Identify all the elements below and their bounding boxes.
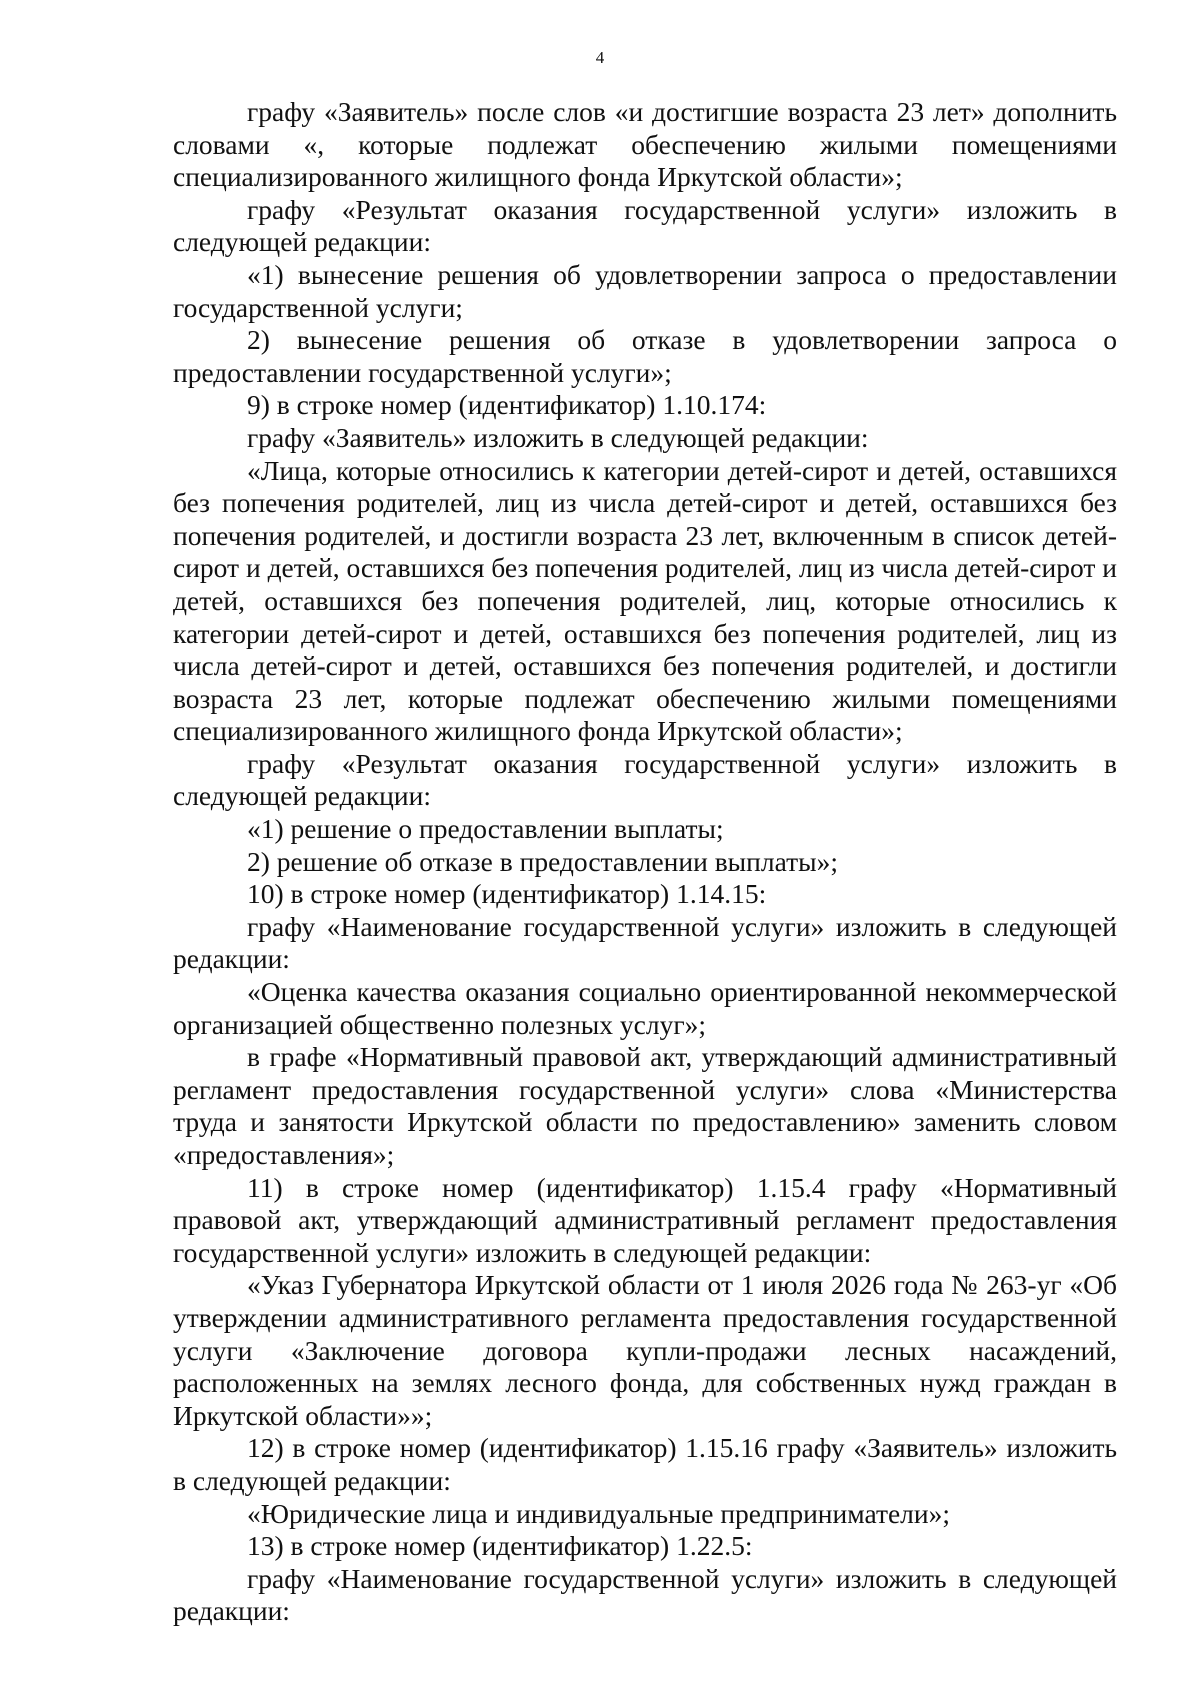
paragraph: 2) вынесение решения об отказе в удовлетворении запроса о предоставлении государственной услуги»;	[173, 324, 1117, 388]
paragraph: 10) в строке номер (идентификатор) 1.14.15:	[247, 878, 767, 910]
document-body	[173, 96, 1117, 1628]
paragraph: графу «Заявитель» изложить в следующей редакции:	[247, 421, 869, 453]
page-number: 4	[595, 48, 605, 67]
paragraph: графу «Заявитель» после слов «и достигшие возраста 23 лет» дополнить словами «, которые подлежат обеспечению жилыми помещениями специализированного жилищного фонда Иркутской области»;	[173, 96, 1117, 193]
paragraph: графу «Наименование государственной услуги» изложить в следующей редакции:	[173, 1562, 1117, 1627]
paragraph: в графе «Нормативный правовой акт, утверждающий административный регламент предоставления государственной услуги» слова «Министерства труда и занятости Иркутской области по предоставлению» заменить словом «предоставления»;	[173, 1041, 1117, 1170]
paragraph: графу «Результат оказания государственной услуги» изложить в следующей редакции:	[173, 747, 1117, 812]
paragraph: 11) в строке номер (идентификатор) 1.15.4 графу «Нормативный правовой акт, утверждающий административный регламент предоставления государственной услуги» изложить в следующей редакции:	[173, 1171, 1117, 1268]
paragraph: «Оценка качества оказания социально ориентированной некоммерческой организацией общественно полезных услуг»;	[173, 976, 1117, 1040]
paragraph: 2) решение об отказе в предоставлении выплаты»;	[247, 845, 838, 877]
paragraph: 9) в строке номер (идентификатор) 1.10.174:	[247, 389, 767, 421]
paragraph: 12) в строке номер (идентификатор) 1.15.16 графу «Заявитель» изложить в следующей редакции:	[173, 1432, 1117, 1496]
paragraph: «1) вынесение решения об удовлетворении запроса о предоставлении государственной услуги;	[173, 258, 1117, 323]
paragraph: «Лица, которые относились к категории детей-сирот и детей, оставшихся без попечения родителей, лиц из числа детей-сирот и детей, оставшихся без попечения родителей, и достигли возраста 23 лет, включенным в список детей-сирот и детей, оставшихся без попечения родителей, лиц из числа детей-сирот и детей, оставшихся без попечения родителей, лиц, которые относились к категории детей-сирот и детей, оставшихся без попечения родителей, лиц из числа детей-сирот и детей, оставшихся без попечения родителей, и достигли возраста 23 лет, которые подлежат обеспечению жилыми помещениями специализированного жилищного фонда Иркутской области»;	[173, 454, 1117, 747]
paragraph: графу «Результат оказания государственной услуги» изложить в следующей редакции:	[173, 193, 1117, 258]
paragraph: «1) решение о предоставлении выплаты;	[247, 813, 724, 845]
paragraph: 13) в строке номер (идентификатор) 1.22.5:	[247, 1530, 753, 1562]
paragraph: «Указ Губернатора Иркутской области от 1 июля 2026 года № 263-уг «Об утверждении административного регламента предоставления государственной услуги «Заключение договора купли-продажи лесных насаждений, расположенных на землях лесного фонда, для собственных нужд граждан в Иркутской области»»;	[173, 1269, 1117, 1431]
paragraph: графу «Наименование государственной услуги» изложить в следующей редакции:	[173, 910, 1117, 975]
paragraph: «Юридические лица и индивидуальные предприниматели»;	[247, 1497, 950, 1529]
